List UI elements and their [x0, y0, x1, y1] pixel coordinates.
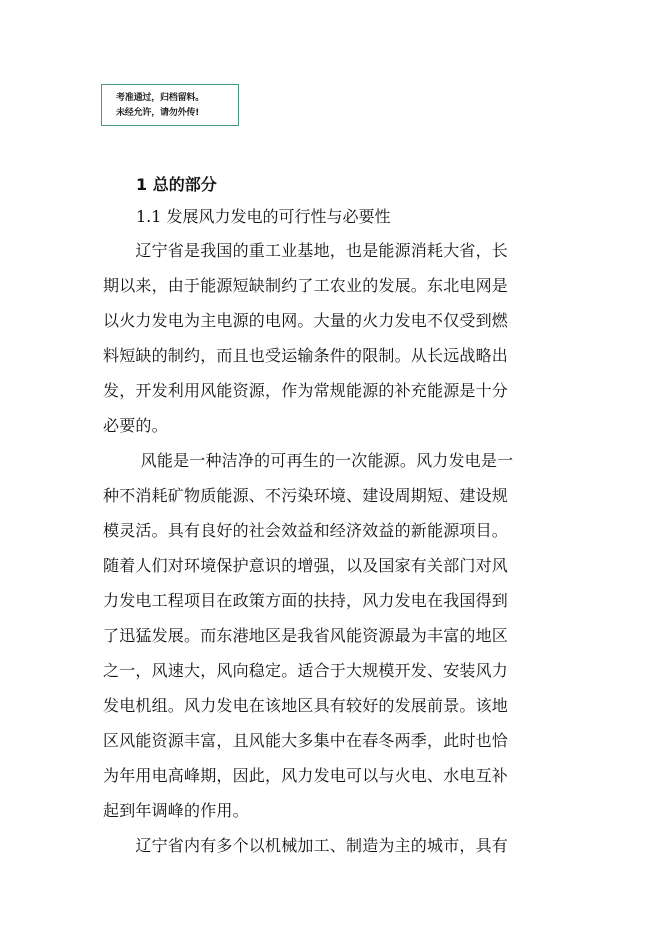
body-line: 必要的。: [103, 416, 168, 435]
body-line: 辽宁省是我国的重工业基地，也是能源消耗大省，长: [103, 241, 509, 260]
body-line: 料短缺的制约，而且也受运输条件的限制。从长远战略出: [103, 346, 509, 365]
body-line: 发，开发利用风能资源，作为常规能源的补充能源是十分: [103, 381, 509, 400]
body-line: 期以来，由于能源短缺制约了工农业的发展。东北电网是: [103, 276, 509, 295]
section-heading: 1 总的部分: [136, 175, 217, 194]
body-line: 种不消耗矿物质能源、不污染环境、建设周期短、建设规: [103, 486, 509, 505]
stamp-line-2: 未经允许，请勿外传!: [116, 108, 200, 118]
approval-stamp: [101, 84, 239, 126]
stamp-line-1: 考准通过，归档留料。: [116, 93, 205, 103]
body-line: 起到年调峰的作用。: [103, 801, 249, 820]
body-line: 为年用电高峰期，因此，风力发电可以与火电、水电互补: [103, 766, 509, 785]
body-line: 力发电工程项目在政策方面的扶持，风力发电在我国得到: [103, 591, 509, 610]
body-line: 辽宁省内有多个以机械加工、制造为主的城市，具有: [103, 836, 509, 855]
body-line: 发电机组。风力发电在该地区具有较好的发展前景。该地: [103, 696, 509, 715]
body-line: 随着人们对环境保护意识的增强，以及国家有关部门对风: [103, 556, 509, 575]
body-line: 以火力发电为主电源的电网。大量的火力发电不仅受到燃: [103, 311, 509, 330]
body-line: 区风能资源丰富，且风能大多集中在春冬两季，此时也恰: [103, 731, 509, 750]
body-line: 风能是一种洁净的可再生的一次能源。风力发电是一: [103, 451, 514, 470]
body-line: 了迅猛发展。而东港地区是我省风能资源最为丰富的地区: [103, 626, 509, 645]
body-line: 之一，风速大，风向稳定。适合于大规模开发、安装风力: [103, 661, 509, 680]
body-line: 模灵活。具有良好的社会效益和经济效益的新能源项目。: [103, 521, 509, 540]
subsection-heading: 1.1 发展风力发电的可行性与必要性: [136, 207, 391, 226]
